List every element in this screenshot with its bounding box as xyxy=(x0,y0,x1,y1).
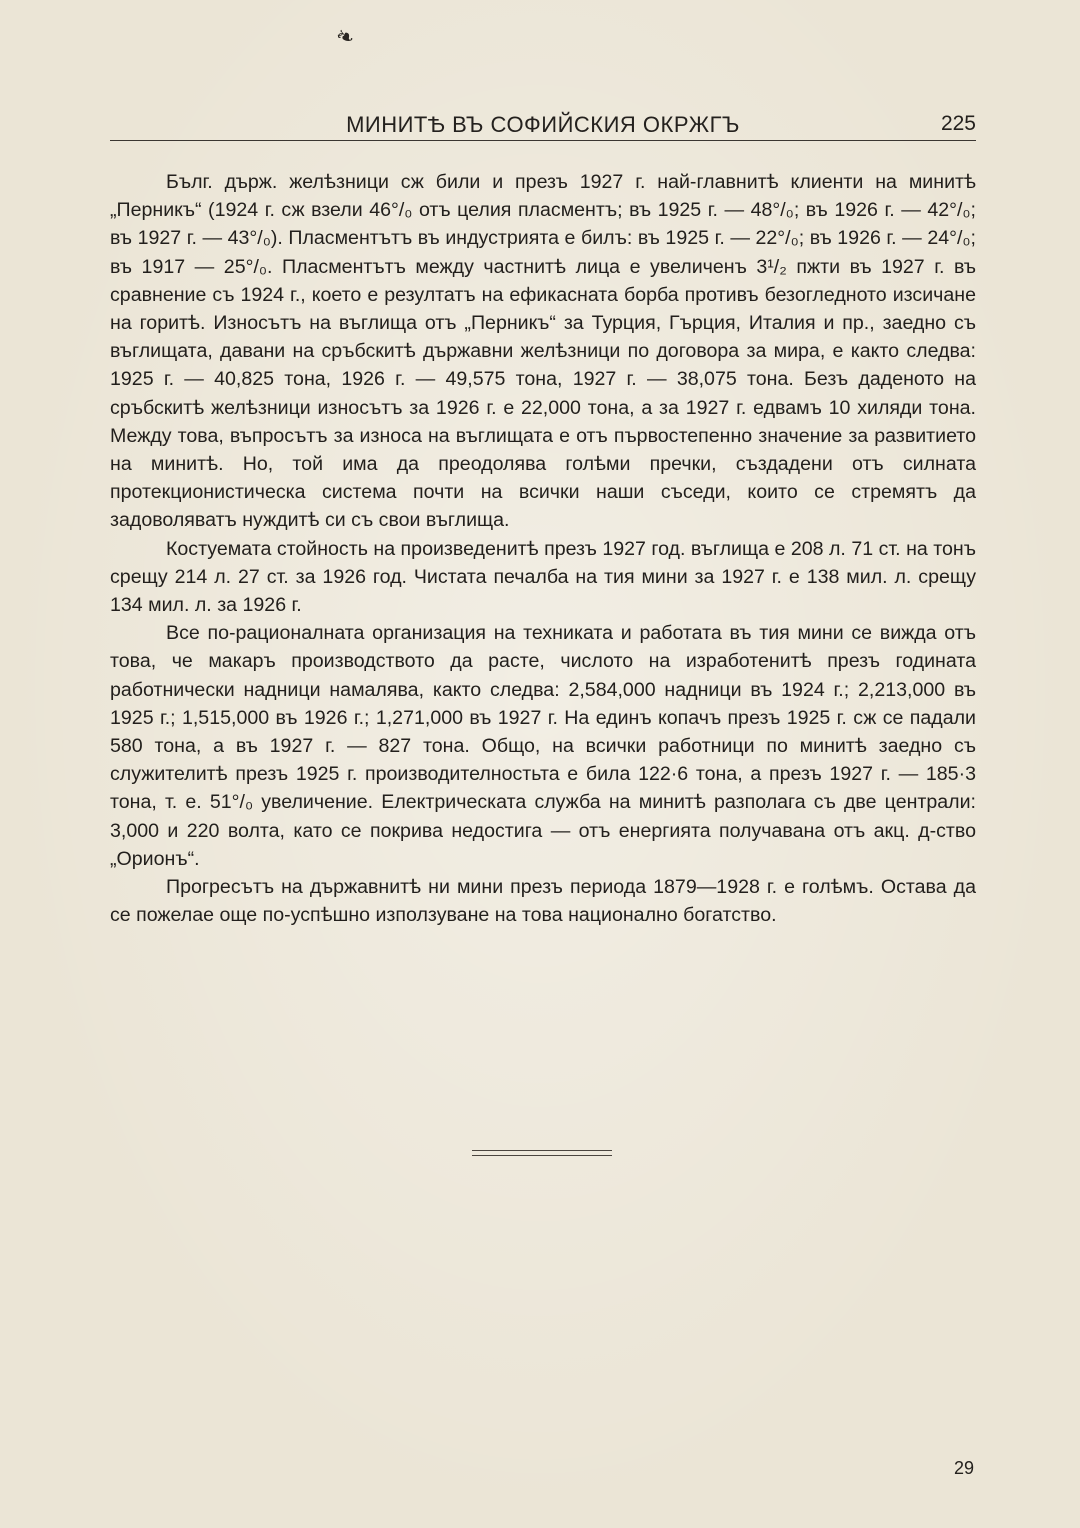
corner-ornament-mark: ❧ xyxy=(332,21,359,52)
running-header xyxy=(110,110,976,142)
header-rule xyxy=(110,140,976,141)
end-rule-bottom xyxy=(472,1155,612,1156)
paragraph-organization: Все по-рационалната организация на техниката и работата въ тия мини се вижда отъ това, че макаръ производството да расте, числото на изработенитѣ презъ годината работнически надници намалява, както следва: 2,584,000 надници въ 1924 г.; 2,213,000 въ 1925 г.; 1,515,000 въ 1926 г.; 1,271,000 въ 1927 г. На единъ копачъ презъ 1925 г. сж се падали 580 тона, а въ 1927 г. — 827 тона. Общо, на всички работници по минитѣ заедно съ служителитѣ презъ 1925 г. производителностьта е била 122·6 тона, а презъ 1927 г. — 185·3 тона, т. е. 51°/₀ увеличение. Електрическата служба на минитѣ разполага съ две централи: 3,000 и 220 волта, като се покрива недостига — отъ енергията получавана отъ акц. д-ство „Орионъ“. xyxy=(110,622,976,870)
paragraph-railway-placement: Бълг. държ. желѣзници сж били и презъ 1927 г. най-главнитѣ клиенти на минитѣ „Перникъ“ (1924 г. сж взели 46°/₀ отъ целия пласментъ; въ 1925 г. — 48°/₀; въ 1926 г. — 42°/₀; въ 1927 г. — 43°/₀). Пласментътъ въ индустрията е билъ: въ 1925 г. — 22°/₀; въ 1926 г. — 24°/₀; въ 1917 — 25°/₀. Пласментътъ между частнитѣ лица е увеличенъ 3¹/₂ пжти въ 1927 г. въ сравнение съ 1924 г., което е резултатъ на ефикасната борба противъ безогледното изсичане на горитѣ. Износътъ на въглища отъ „Перникъ“ за Турция, Гърция, Италия и пр., заедно съ въглищата, давани на сръбскитѣ държавни желѣзници по договора за мира, е както следва: 1925 г. — 40,825 тона, 1926 г. — 49,575 тона, 1927 г. — 38,075 тона. Безъ даденото на сръбскитѣ желѣзници износътъ за 1926 г. е 22,000 тона, а за 1927 г. едвамъ 10 хиляди тона. Между това, въпросътъ за износа на въглищата е отъ първостепенно значение за развитието на минитѣ. Но, той има да преодолява голѣми пречки, създадени отъ силната протекционистическа система почти на всички наши съседи, които се стремятъ да задоволяватъ нуждитѣ си съ свои въглища. xyxy=(110,171,976,532)
paragraph-cost-profit: Костуемата стойность на произведенитѣ презъ 1927 год. въглища е 208 л. 71 ст. на тонъ срещу 214 л. 27 ст. за 1926 год. Чистата печалба на тия мини за 1927 г. е 138 мил. л. срещу 134 мил. л. за 1926 г. xyxy=(110,537,976,617)
end-rule-top xyxy=(472,1150,612,1151)
running-title: МИНИТѢ ВЪ СОФИЙСКИЯ ОКРЖГЪ xyxy=(346,112,740,137)
signature-number: 29 xyxy=(953,1458,974,1478)
paragraph-progress: Прогресътъ на държавнитѣ ни мини презъ периода 1879—1928 г. е голѣмъ. Остава да се пожелае още по-успѣшно използуване на това национално богатство. xyxy=(110,876,976,927)
article-body xyxy=(110,168,976,929)
page-number: 225 xyxy=(940,112,976,135)
